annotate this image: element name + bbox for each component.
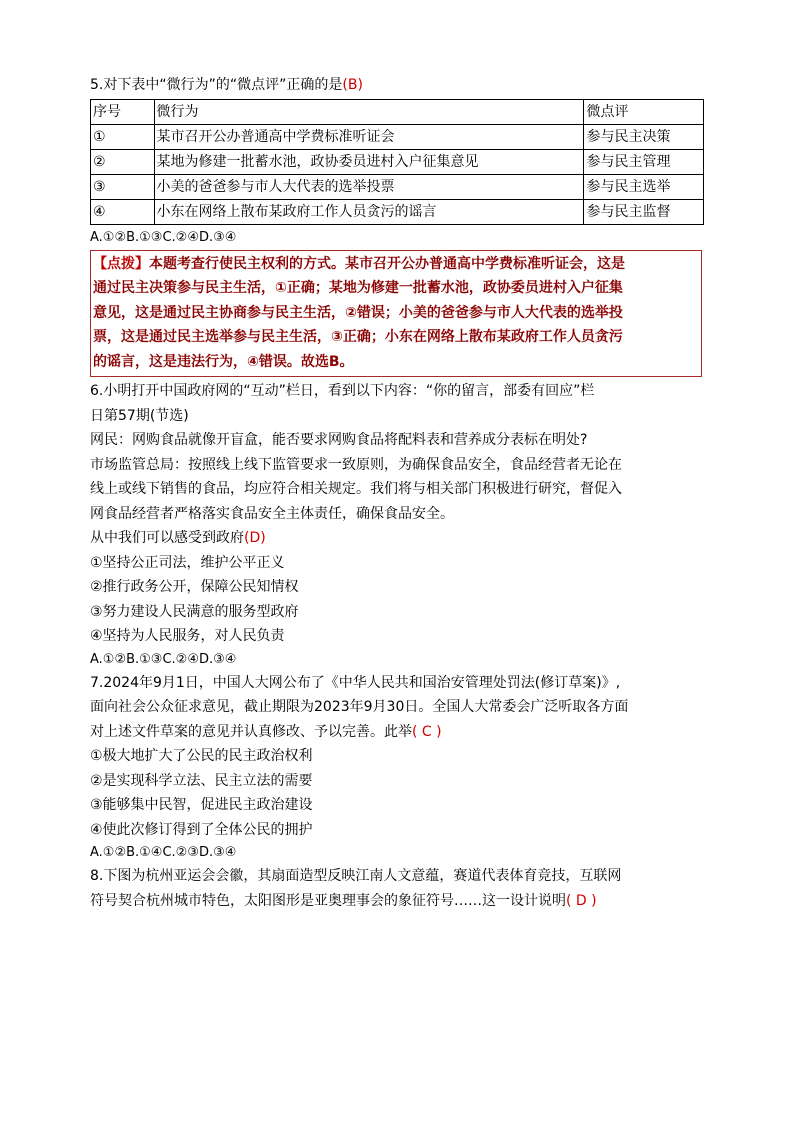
q6-reply-line: 线上或线下销售的食品，均应符合相关规定。我们将与相关部门积极进行研究，督促入 bbox=[90, 481, 622, 497]
q5-answer: (B) bbox=[342, 77, 363, 93]
q7-stem-line: 面向社会公众征求意见，截止期限为2023年9月30日。全国人大常委会广泛听取各方面 bbox=[90, 699, 629, 715]
q8-stem-line: 8.下图为杭州亚运会会徽，其扇面造型反映江南人文意蕴，赛道代表体育竞技，互联网 bbox=[90, 868, 622, 884]
header-index: 序号 bbox=[91, 99, 155, 124]
table-header-row bbox=[91, 99, 704, 124]
q7-item: ①极大地扩大了公民的民主政治权利 bbox=[90, 748, 313, 764]
explain-line: 的谣言，这是违法行为，④错误。故选B。 bbox=[93, 353, 354, 370]
q6-question bbox=[90, 526, 702, 551]
table-row bbox=[91, 174, 704, 199]
q6-reply-line: 网食品经营者严格落实食品安全主体责任，确保食品安全。 bbox=[90, 505, 454, 522]
q7-stem-line: 7.2024年9月1日，中国人大网公布了《中华人民共和国治安管理处罚法(修订草案)》, bbox=[90, 674, 621, 691]
q7-item: ④使此次修订得到了全体公民的拥护 bbox=[90, 821, 313, 838]
table-row bbox=[91, 149, 704, 174]
row-behavior: 某地为修建一批蓄水池，政协委员进村入户征集意见 bbox=[154, 149, 584, 174]
q7-item: ③能够集中民智，促进民主政治建设 bbox=[90, 797, 313, 813]
q5-options: A.①②B.①③C.②④D.③④ bbox=[90, 229, 237, 245]
q5-table bbox=[90, 99, 704, 225]
q6-reply-line: 市场监管总局：按照线上线下监管要求一致原则，为确保食品安全，食品经营者无论在 bbox=[90, 456, 622, 473]
row-index: ③ bbox=[91, 174, 155, 199]
q5-explanation-box bbox=[90, 250, 702, 378]
q6-question-text: 从中我们可以感受到政府 bbox=[90, 530, 244, 546]
row-comment: 参与民主决策 bbox=[584, 124, 704, 149]
row-behavior: 某市召开公办普通高中学费标准听证会 bbox=[154, 124, 584, 149]
row-index: ② bbox=[91, 149, 155, 174]
table-row bbox=[91, 124, 704, 149]
q6-item: ④坚持为人民服务，对人民负责 bbox=[90, 628, 285, 644]
row-index: ④ bbox=[91, 199, 155, 224]
q8-stem-line bbox=[90, 889, 702, 914]
q6-stem-line: 日第57期(节选) bbox=[90, 407, 189, 424]
table-row bbox=[91, 199, 704, 224]
row-behavior: 小美的爸爸参与市人大代表的选举投票 bbox=[154, 174, 584, 199]
q6-options: A.①②B.①③C.②④D.③④ bbox=[90, 651, 237, 667]
q6-item: ①坚持公正司法，维护公平正义 bbox=[90, 554, 285, 571]
explain-line: 意见，这是通过民主协商参与民主生活，②错误；小美的爸爸参与市人大代表的选举投 bbox=[93, 304, 623, 321]
q6-stem-line: 6.小明打开中国政府网的“互动”栏日，看到以下内容：“你的留言，部委有回应”栏 bbox=[90, 383, 595, 399]
q5-stem-text: 5.对下表中“微行为”的“微点评”正确的是 bbox=[90, 77, 343, 93]
q6-item: ②推行政务公开，保障公民知情权 bbox=[90, 579, 299, 595]
header-comment: 微点评 bbox=[584, 99, 704, 124]
header-behavior: 微行为 bbox=[154, 99, 584, 124]
q7-stem-text: 对上述文件草案的意见并认真修改、予以完善。此举 bbox=[90, 723, 412, 740]
explain-tag: 【点拨】 bbox=[93, 255, 149, 272]
explain-line: 通过民主决策参与民主生活，①正确；某地为修建一批蓄水池，政协委员进村入户征集 bbox=[93, 280, 623, 296]
row-comment: 参与民主选举 bbox=[584, 174, 704, 199]
q6-item: ③努力建设人民满意的服务型政府 bbox=[90, 603, 299, 620]
q7-options: A.①②B.①④C.②③D.③④ bbox=[90, 845, 237, 860]
explain-text: 本题考查行使民主权利的方式。某市召开公办普通高中学费标准听证会，这是 bbox=[149, 255, 625, 272]
q6-answer: (D) bbox=[244, 530, 266, 546]
q7-answer: ( C ) bbox=[412, 723, 442, 740]
document-page bbox=[90, 73, 702, 913]
row-behavior: 小东在网络上散布某政府工作人员贪污的谣言 bbox=[154, 199, 584, 224]
q6-netizen: 网民：网购食品就像开盲盒，能否要求网购食品将配料表和营养成分表标在明处? bbox=[90, 432, 588, 448]
explain-line bbox=[93, 252, 699, 277]
explain-line: 票，这是通过民主选举参与民主生活，③正确；小东在网络上散布某政府工作人员贪污 bbox=[93, 329, 623, 345]
q8-stem-text: 符号契合杭州城市特色，太阳图形是亚奥理事会的象征符号……这一设计说明 bbox=[90, 892, 566, 909]
q7-item: ②是实现科学立法、民主立法的需要 bbox=[90, 772, 313, 789]
row-comment: 参与民主监督 bbox=[584, 199, 704, 224]
q8-answer: ( D ) bbox=[566, 892, 597, 909]
row-comment: 参与民主管理 bbox=[584, 149, 704, 174]
q5-stem bbox=[90, 73, 702, 98]
q7-stem-line bbox=[90, 720, 702, 745]
row-index: ① bbox=[91, 124, 155, 149]
